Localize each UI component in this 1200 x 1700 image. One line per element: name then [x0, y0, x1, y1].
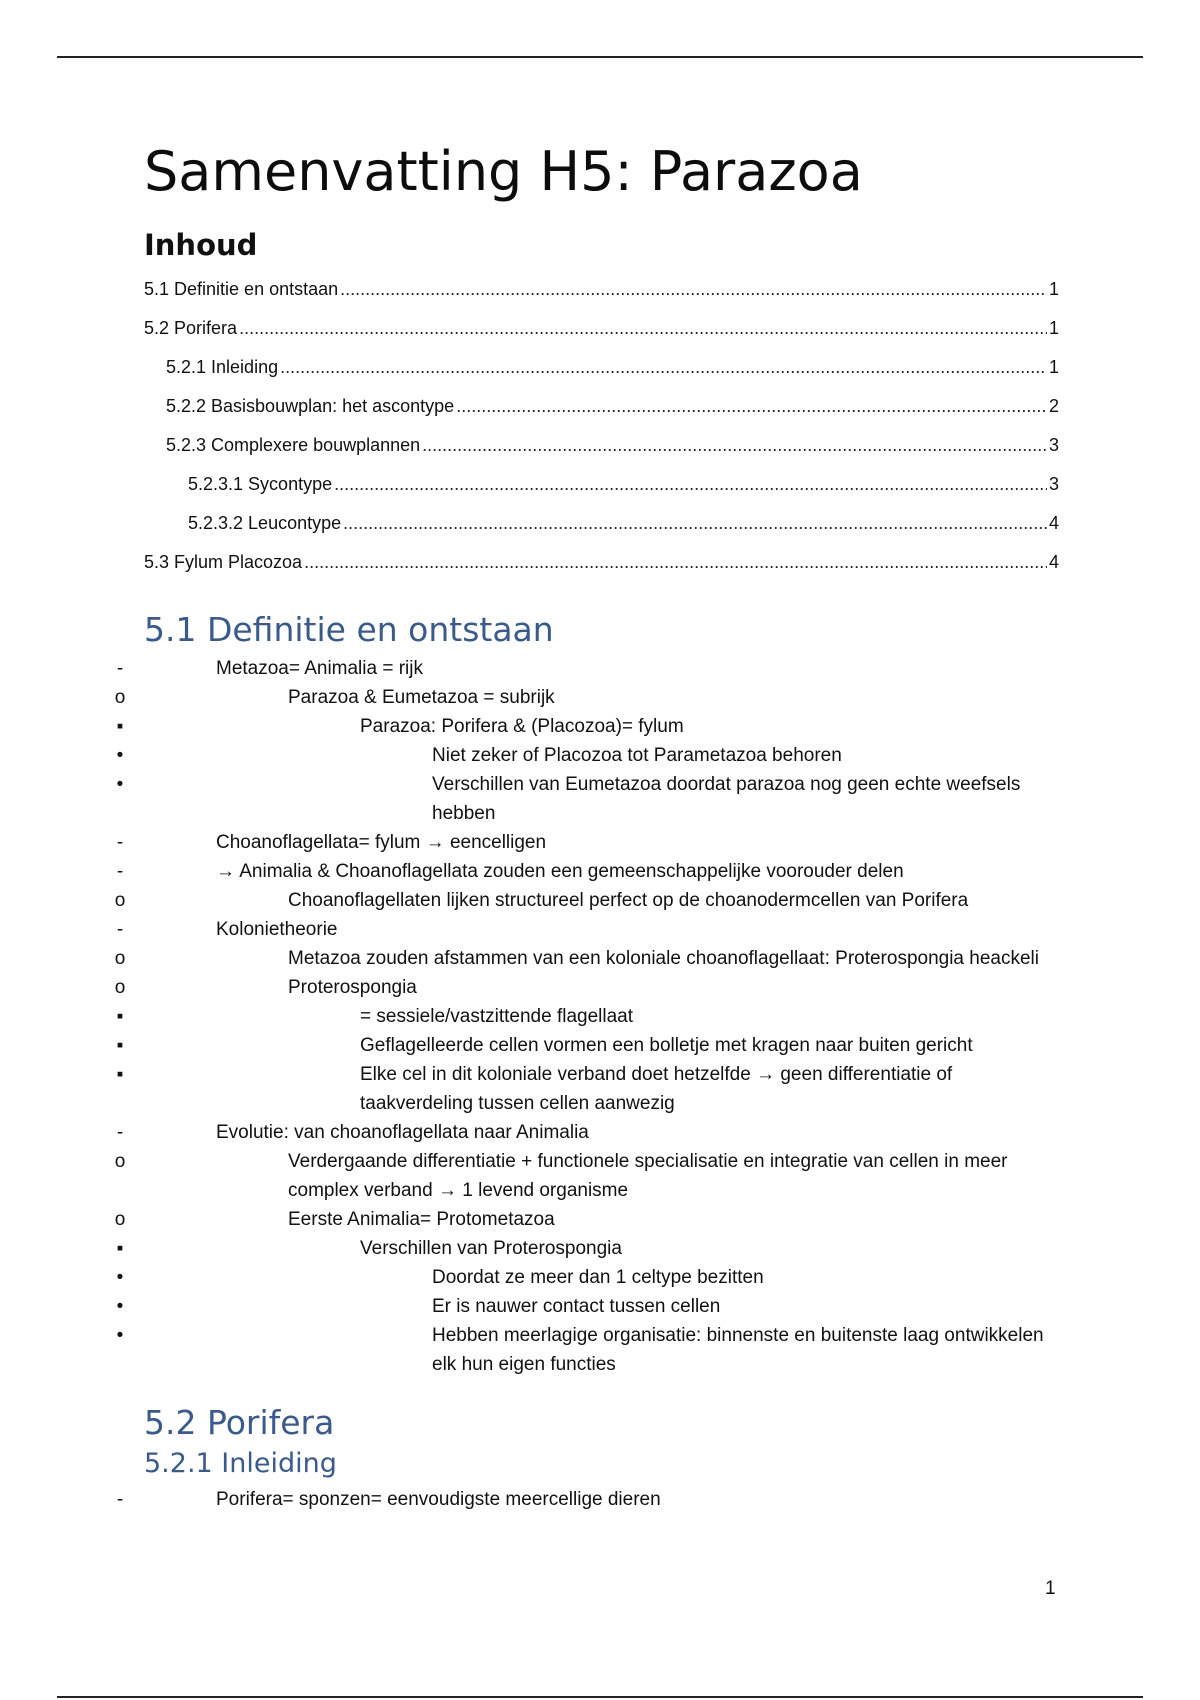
dash-bullet: - — [116, 919, 124, 940]
list-item: ▪ Parazoa: Porifera & (Placozoa)= fylum — [144, 712, 1059, 741]
list-item: o Choanoflagellaten lijken structureel perfect op de choanodermcellen van Porifera — [144, 886, 1059, 915]
toc-entry[interactable]: 5.1 Definitie en ontstaan ..... 1 — [144, 270, 1059, 309]
section-5-1-list — [114, 654, 1059, 1379]
square-bullet: ▪ — [116, 1238, 124, 1259]
document-title: Samenvatting H5: Parazoa — [144, 140, 863, 203]
list-item: ▪ Elke cel in dit koloniale verband doet hetzelfde → geen differentiatie of taakverdeling tussen cellen aanwezig — [144, 1060, 1059, 1118]
list-item: - Evolutie: van choanoflagellata naar Animalia — [144, 1118, 1059, 1147]
section-heading-5-2-1: 5.2.1 Inleiding — [144, 1448, 337, 1479]
toc-entry[interactable]: 5.3 Fylum Placozoa ..... 4 — [144, 543, 1059, 582]
toc-entry[interactable]: 5.2.3.1 Sycontype ..... 3 — [144, 465, 1059, 504]
dash-bullet: - — [116, 658, 124, 679]
list-item: ▪ Geflagelleerde cellen vormen een bolletje met kragen naar buiten gericht — [144, 1031, 1059, 1060]
page-content — [114, 140, 1059, 1514]
list-item: - Choanoflagellata= fylum → eencelligen — [144, 828, 1059, 857]
section-heading-5-2: 5.2 Porifera — [144, 1403, 335, 1442]
table-of-contents — [144, 270, 1059, 582]
list-item: o Eerste Animalia= Protometazoa — [144, 1205, 1059, 1234]
list-item: • Er is nauwer contact tussen cellen — [144, 1292, 1059, 1321]
toc-entry[interactable]: 5.2.1 Inleiding ..... 1 — [144, 348, 1059, 387]
circle-bullet: o — [114, 890, 126, 911]
dash-bullet: - — [116, 1489, 124, 1510]
toc-entry[interactable]: 5.2.2 Basisbouwplan: het ascontype ..... 2 — [144, 387, 1059, 426]
toc-entry[interactable]: 5.2 Porifera ..... 1 — [144, 309, 1059, 348]
list-item: o Proterospongia — [144, 973, 1059, 1002]
toc-entry[interactable]: 5.2.3 Complexere bouwplannen ..... 3 — [144, 426, 1059, 465]
section-heading-5-1: 5.1 Definitie en ontstaan — [144, 610, 554, 649]
dot-bullet: • — [116, 1325, 124, 1346]
dash-bullet: - — [116, 861, 124, 882]
list-item: ▪ = sessiele/vastzittende flagellaat — [144, 1002, 1059, 1031]
circle-bullet: o — [114, 1209, 126, 1230]
square-bullet: ▪ — [116, 1064, 124, 1085]
dot-bullet: • — [116, 1267, 124, 1288]
list-item: • Hebben meerlagige organisatie: binnenste en buitenste laag ontwikkelen elk hun eigen functies — [144, 1321, 1059, 1379]
circle-bullet: o — [114, 977, 126, 998]
toc-heading: Inhoud — [144, 228, 258, 262]
list-item: - → Animalia & Choanoflagellata zouden een gemeenschappelijke voorouder delen — [144, 857, 1059, 886]
list-item: • Niet zeker of Placozoa tot Parametazoa behoren — [144, 741, 1059, 770]
footer-rule — [57, 1696, 1143, 1698]
section-5-2-1-list — [116, 1485, 1059, 1514]
list-item: • Verschillen van Eumetazoa doordat parazoa nog geen echte weefsels hebben — [144, 770, 1059, 828]
list-item: ▪ Verschillen van Proterospongia — [144, 1234, 1059, 1263]
list-item: - Kolonietheorie — [144, 915, 1059, 944]
circle-bullet: o — [114, 687, 126, 708]
list-item: - Metazoa= Animalia = rijk — [144, 654, 1059, 683]
list-item: • Doordat ze meer dan 1 celtype bezitten — [144, 1263, 1059, 1292]
dot-bullet: • — [116, 745, 124, 766]
page-number: 1 — [1045, 1578, 1056, 1599]
list-item: o Metazoa zouden afstammen van een koloniale choanoflagellaat: Proterospongia heackeli — [144, 944, 1059, 973]
dash-bullet: - — [116, 1122, 124, 1143]
list-item: o Parazoa & Eumetazoa = subrijk — [144, 683, 1059, 712]
list-item: o Verdergaande differentiatie + functionele specialisatie en integratie van cellen in meer complex verband → 1 levend organisme — [144, 1147, 1059, 1205]
header-rule — [57, 56, 1143, 58]
dot-bullet: • — [116, 774, 124, 795]
square-bullet: ▪ — [116, 1006, 124, 1027]
square-bullet: ▪ — [116, 1035, 124, 1056]
toc-entry[interactable]: 5.2.3.2 Leucontype ..... 4 — [144, 504, 1059, 543]
circle-bullet: o — [114, 948, 126, 969]
dash-bullet: - — [116, 832, 124, 853]
square-bullet: ▪ — [116, 716, 124, 737]
circle-bullet: o — [114, 1151, 126, 1172]
dot-bullet: • — [116, 1296, 124, 1317]
list-item: - Porifera= sponzen= eenvoudigste meercellige dieren — [144, 1485, 1059, 1514]
